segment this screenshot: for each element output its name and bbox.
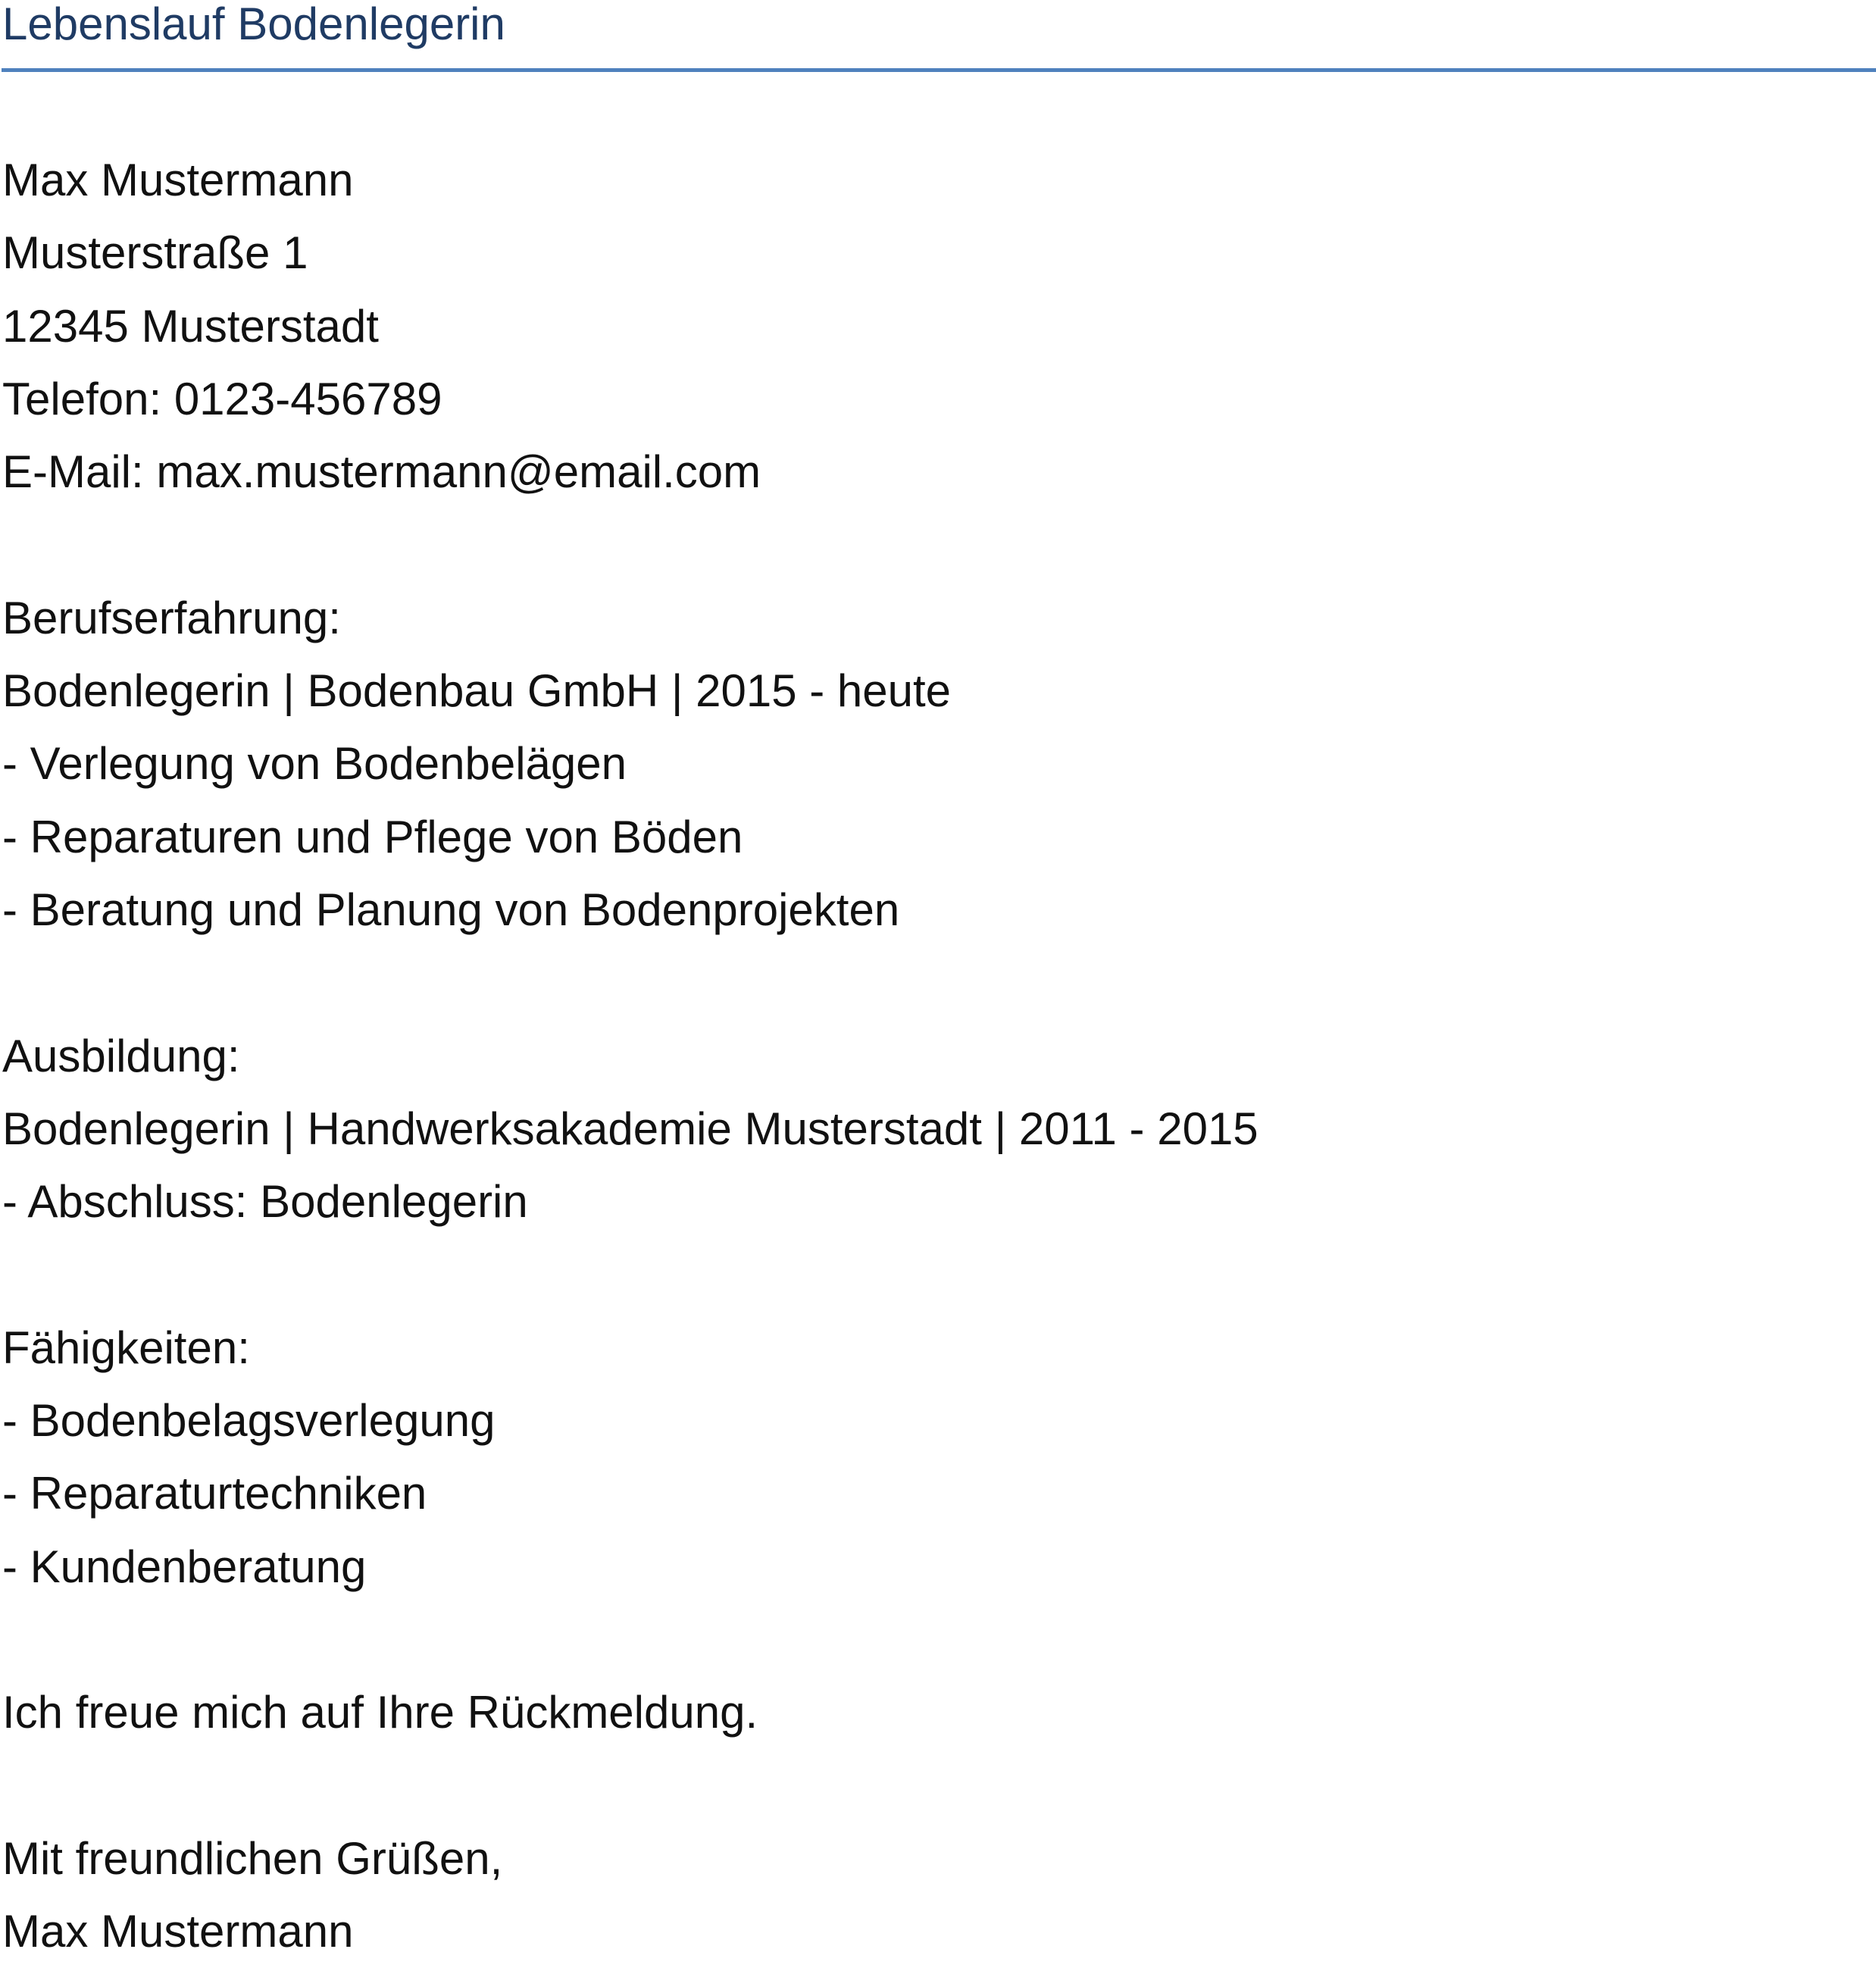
experience-task: - Beratung und Planung von Bodenprojekten [2,884,900,935]
contact-name: Max Mustermann [2,155,354,205]
experience-position: Bodenlegerin | Bodenbau GmbH | 2015 - heute [2,665,952,717]
spacer [2,1750,1874,1823]
document-title: Lebenslauf Bodenlegerin [2,0,505,49]
contact-street: Musterstraße 1 [2,227,308,279]
spacer [2,946,1874,1019]
spacer [2,508,1874,581]
experience-task: - Verlegung von Bodenbelägen [2,738,627,790]
spacer [2,1603,1874,1676]
education-program: Bodenlegerin | Handwerksakademie Musterstadt | 2011 - 2015 [2,1103,1258,1154]
skill-item: - Bodenbelagsverlegung [2,1395,496,1447]
education-degree: - Abschluss: Bodenlegerin [2,1176,528,1228]
education-heading: Ausbildung: [2,1030,240,1081]
closing-salutation: Mit freundlichen Grüßen, [2,1832,503,1884]
signature-name: Max Mustermann [2,1906,354,1957]
document-body [2,144,1874,1968]
skill-item: - Kundenberatung [2,1541,367,1592]
title-divider [2,68,1876,72]
contact-city: 12345 Musterstadt [2,300,379,352]
contact-email: E-Mail: max.mustermann@email.com [2,446,761,498]
skills-heading: Fähigkeiten: [2,1322,250,1373]
closing-text: Ich freue mich auf Ihre Rückmeldung. [2,1687,758,1738]
experience-heading: Berufserfahrung: [2,592,341,643]
skill-item: - Reparaturtechniken [2,1468,427,1519]
experience-task: - Reparaturen und Pflege von Böden [2,811,743,862]
spacer [2,1238,1874,1311]
contact-phone: Telefon: 0123-456789 [2,373,442,424]
